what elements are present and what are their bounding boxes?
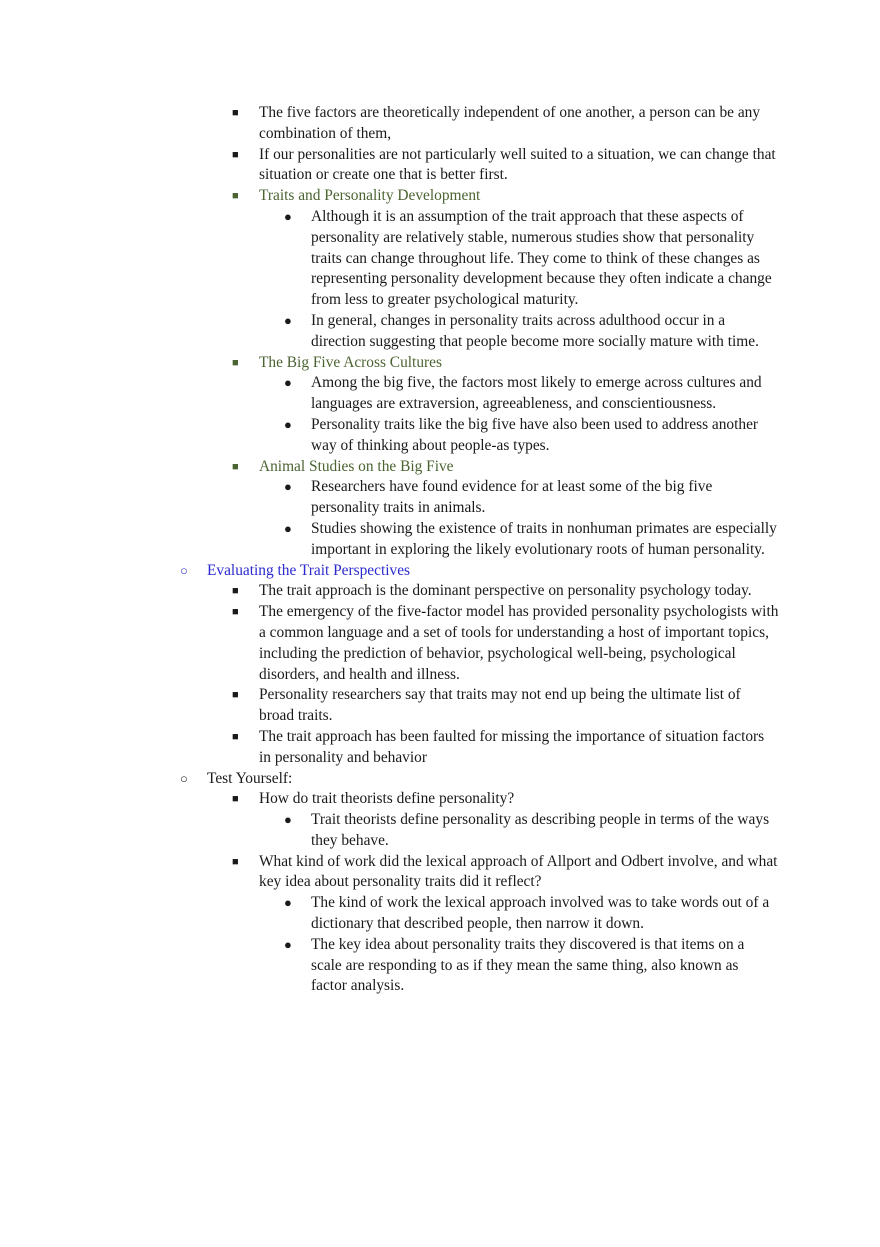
list-item: [0, 415, 880, 457]
dot-bullet-icon: ●: [284, 208, 292, 224]
dot-bullet-icon: ●: [284, 520, 292, 536]
list-item-text: If our personalities are not particularly well suited to a situation, we can change that situation or create one that is better first.: [259, 145, 776, 184]
square-bullet-icon: ■: [232, 730, 239, 743]
section-heading: Evaluating the Trait Perspectives: [207, 561, 411, 579]
section-heading: Traits and Personality Development: [259, 187, 481, 205]
square-bullet-icon: ■: [232, 689, 239, 702]
list-item: [0, 852, 880, 894]
dot-bullet-icon: ●: [284, 375, 292, 391]
list-item: [0, 103, 880, 145]
list-item: [0, 789, 880, 810]
square-bullet-icon: ■: [232, 107, 239, 119]
answer-text: Trait theorists define personality as describing people in terms of the ways they behave.: [311, 811, 770, 849]
circle-bullet-icon: ○: [180, 562, 188, 578]
list-item: [0, 935, 880, 997]
list-item: [0, 685, 880, 727]
list-item-text: Researchers have found evidence for at least some of the big five personality traits in animals.: [311, 478, 713, 517]
square-bullet-icon: ■: [232, 190, 239, 203]
list-item-text: Among the big five, the factors most likely to emerge across cultures and languages are extraversion, agreeableness, and conscientiousness.: [311, 374, 762, 413]
list-item: [0, 602, 880, 685]
list-item: [0, 727, 880, 769]
list-item: [0, 581, 880, 602]
list-item-text: The five factors are theoretically independent of one another, a person can be any combination of them,: [259, 104, 761, 142]
list-item-text: In general, changes in personality traits across adulthood occur in a direction suggesting that people become more socially mature with time.: [311, 311, 759, 350]
circle-bullet-icon: ○: [180, 770, 188, 786]
list-item: [0, 893, 880, 935]
square-bullet-icon: ■: [232, 356, 239, 369]
list-item: [0, 373, 880, 415]
list-item: [0, 477, 880, 519]
list-item: [0, 457, 880, 478]
dot-bullet-icon: ●: [284, 895, 292, 911]
list-item-text: Personality traits like the big five have also been used to address another way of thinking about people-as types.: [311, 415, 759, 454]
list-item: [0, 145, 880, 187]
dot-bullet-icon: ●: [284, 936, 292, 952]
list-item: [0, 769, 880, 790]
dot-bullet-icon: ●: [284, 479, 292, 495]
dot-bullet-icon: ●: [284, 416, 292, 432]
list-item-text: Although it is an assumption of the trait approach that these aspects of personality are relatively stable, numerous studies show that personality traits can change throughout life. They come to think of these changes as representing personality development because they often indicate a change from less to greater psychological maturity.: [311, 207, 772, 309]
list-item: [0, 519, 880, 561]
answer-text: The key idea about personality traits they discovered is that items on a scale are responding to as if they mean the same thing, also known as factor analysis.: [311, 935, 745, 995]
list-item-text: The emergency of the five-factor model has provided personality psychologists with a common language and a set of tools for understanding a host of important topics, including the prediction of behavior, psychological well-being, psychological disorders, and health and illness.: [259, 603, 779, 683]
square-bullet-icon: ■: [232, 793, 239, 806]
answer-text: The kind of work the lexical approach involved was to take words out of a dictionary that described people, then narrow it down.: [311, 894, 770, 933]
list-item: [0, 561, 880, 582]
list-item: [0, 311, 880, 353]
dot-bullet-icon: ●: [284, 312, 292, 328]
list-item: [0, 353, 880, 374]
list-item: [0, 810, 880, 852]
dot-bullet-icon: ●: [284, 812, 292, 828]
section-heading: Test Yourself:: [207, 769, 293, 787]
list-item: [0, 186, 880, 207]
square-bullet-icon: ■: [232, 148, 239, 161]
question-text: What kind of work did the lexical approach of Allport and Odbert involve, and what key idea about personality traits did it reflect?: [259, 852, 778, 891]
square-bullet-icon: ■: [232, 460, 239, 473]
list-item-text: Studies showing the existence of traits in nonhuman primates are especially important in exploring the likely evolutionary roots of human personality.: [311, 519, 777, 558]
outline-list: [0, 103, 880, 997]
section-heading: Animal Studies on the Big Five: [259, 457, 454, 475]
list-item-text: Personality researchers say that traits may not end up being the ultimate list of broad traits.: [259, 686, 741, 725]
list-item-text: The trait approach has been faulted for missing the importance of situation factors in personality and behavior: [259, 727, 765, 766]
square-bullet-icon: ■: [232, 855, 239, 868]
list-item-text: The trait approach is the dominant perspective on personality psychology today.: [259, 582, 752, 600]
question-text: How do trait theorists define personality?: [259, 790, 515, 808]
list-item: [0, 207, 880, 311]
square-bullet-icon: ■: [232, 606, 239, 619]
section-heading: The Big Five Across Cultures: [259, 353, 442, 371]
square-bullet-icon: ■: [232, 585, 239, 598]
